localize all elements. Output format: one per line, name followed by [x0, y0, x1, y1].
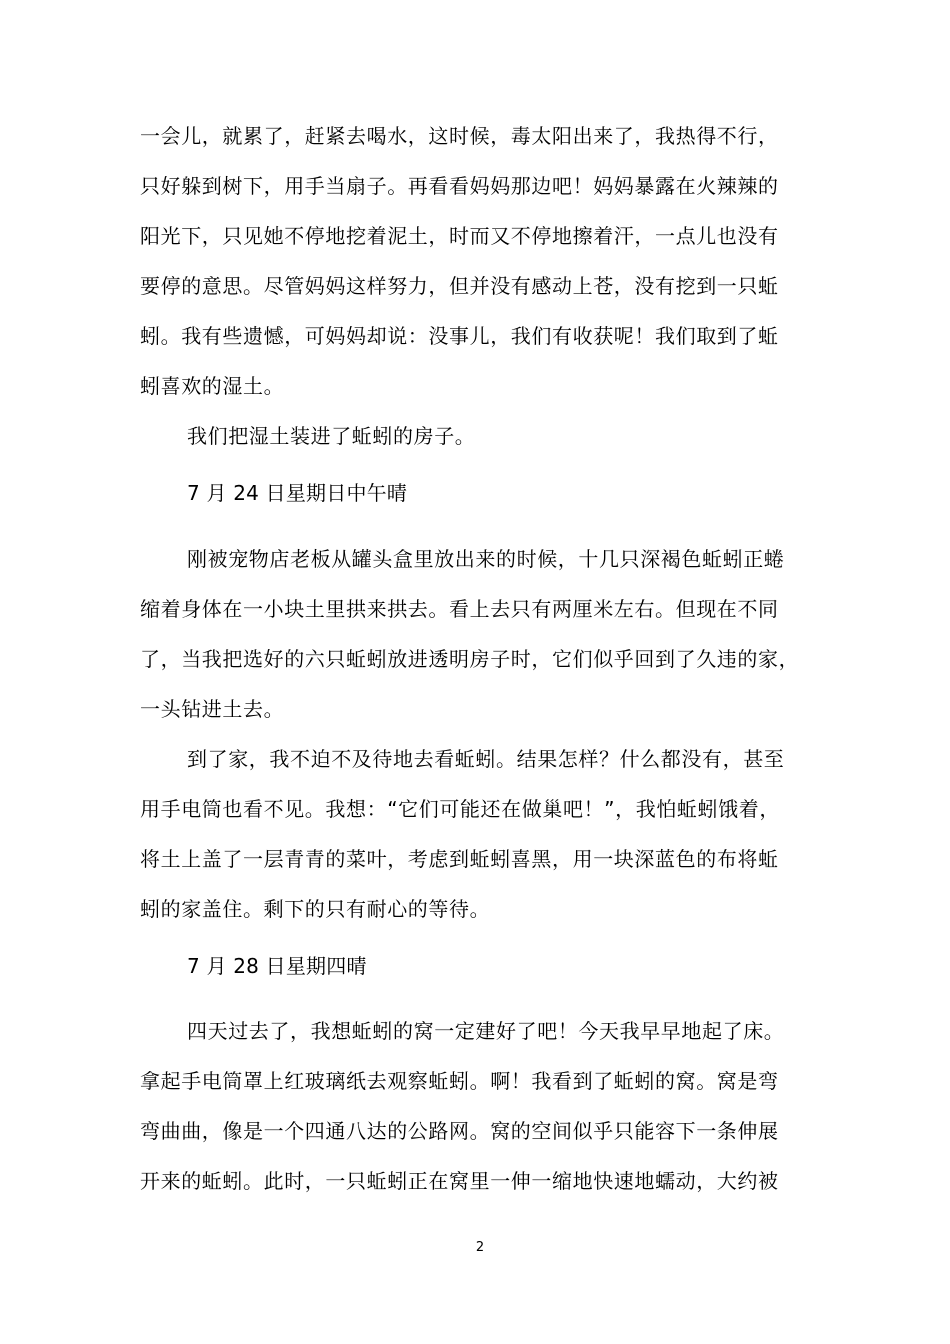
text-line: 用手电筒也看不见。我想：“它们可能还在做巢吧！”，我怕蚯蚓饿着，: [140, 797, 780, 821]
date-heading: 7 月 24 日星期日中午晴: [187, 481, 408, 505]
page-number: 2: [475, 1240, 485, 1255]
text-line: 弯曲曲，像是一个四通八达的公路网。窝的空间似乎只能容下一条伸展: [140, 1119, 779, 1143]
text-line: 我们把湿土装进了蚯蚓的房子。: [187, 424, 476, 448]
text-line: 阳光下，只见她不停地挖着泥土，时而又不停地擦着汗，一点儿也没有: [140, 224, 779, 248]
text-line: 一头钻进土去。: [140, 697, 285, 721]
date-heading: 7 月 28 日星期四晴: [187, 954, 367, 978]
text-line: 蚓。我有些遗憾，可妈妈却说：没事儿，我们有收获呢！我们取到了蚯: [140, 324, 779, 348]
text-line: 四天过去了，我想蚯蚓的窝一定建好了吧！今天我早早地起了床。: [187, 1019, 785, 1043]
text-line: 将土上盖了一层青青的菜叶，考虑到蚯蚓喜黑，用一块深蓝色的布将蚯: [140, 847, 779, 871]
text-line: 刚被宠物店老板从罐头盒里放出来的时候，十几只深褐色蚯蚓正蜷: [187, 547, 785, 571]
text-line: 只好躲到树下，用手当扇子。再看看妈妈那边吧！妈妈暴露在火辣辣的: [140, 174, 779, 198]
text-line: 了，当我把选好的六只蚯蚓放进透明房子时，它们似乎回到了久违的家，: [140, 647, 800, 671]
text-line: 要停的意思。尽管妈妈这样努力，但并没有感动上苍，没有挖到一只蚯: [140, 274, 779, 298]
text-line: 一会儿，就累了，赶紧去喝水，这时候，毒太阳出来了，我热得不行，: [140, 124, 779, 148]
text-line: 蚓喜欢的湿土。: [140, 374, 285, 398]
text-line: 到了家，我不迫不及待地去看蚯蚓。结果怎样？什么都没有，甚至: [187, 747, 785, 771]
text-line: 拿起手电筒罩上红玻璃纸去观察蚯蚓。啊！我看到了蚯蚓的窝。窝是弯: [140, 1069, 779, 1093]
text-line: 蚓的家盖住。剩下的只有耐心的等待。: [140, 897, 491, 921]
text-line: 开来的蚯蚓。此时，一只蚯蚓正在窝里一伸一缩地快速地蠕动，大约被: [140, 1169, 779, 1193]
text-line: 缩着身体在一小块土里拱来拱去。看上去只有两厘米左右。但现在不同: [140, 597, 779, 621]
